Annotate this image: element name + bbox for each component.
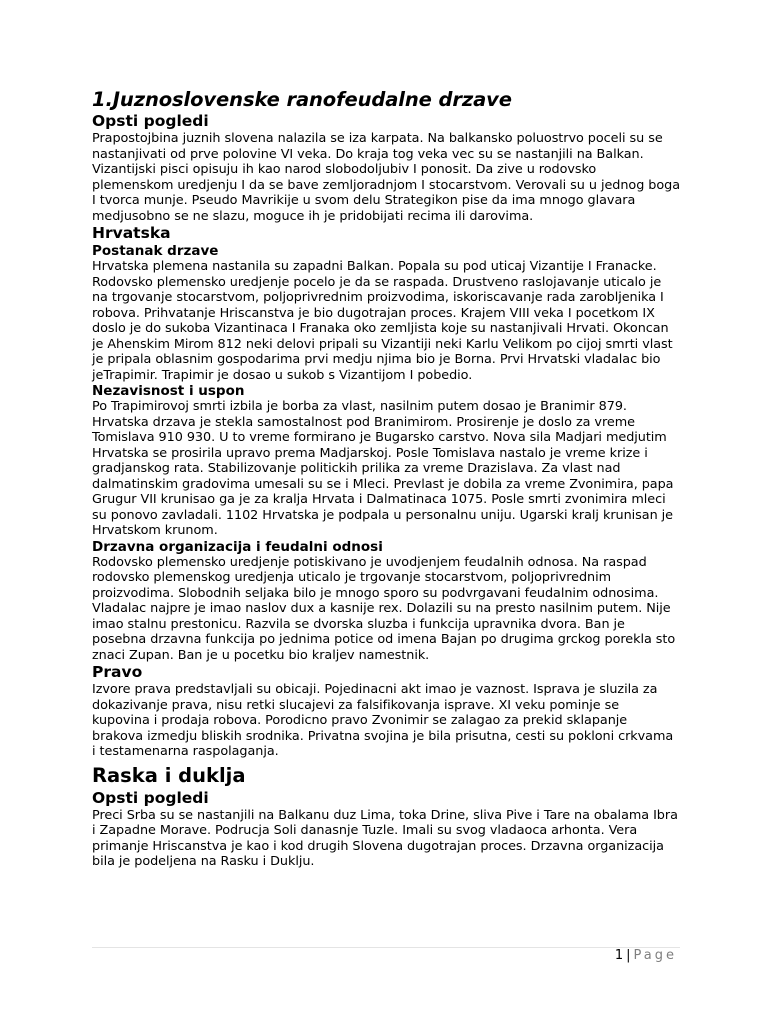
- document-body: [92, 88, 680, 870]
- page-separator: |: [626, 948, 631, 963]
- subheading-nezavisnost-i-uspon: Nezavisnost i uspon: [92, 383, 245, 399]
- subheading-postanak-drzave: Postanak drzave: [92, 243, 219, 259]
- section-heading-opsti-pogledi: Opsti pogledi: [92, 112, 209, 130]
- paragraph-pravo: Izvore prava predstavljali su obicaji. Pojedinacni akt imao je vaznost. Isprava je sluzila za dokazivanje prava, nisu retki slucajevi za falsifikovanja isprave. XI veku pominje se kupovina i prodaja robova. Porodicno pravo Zvonimir se zalagao za prekid sklapanje brakova izmedju bliskih srodnika. Privatna svojina je bila prisutna, cesti su pokloni crkvama i testamenarna raspolaganja.: [92, 682, 674, 759]
- page-label: Page: [633, 948, 677, 963]
- paragraph-postanak-drzave: Hrvatska plemena nastanila su zapadni Balkan. Popala su pod uticaj Vizantije I Franacke. Rodovsko plemensko uredjenje pocelo je da se raspada. Drustveno raslojavanje uticalo je na trgovanje stocarstvom, poljoprivrednim proizvodima, iskoriscavanje rada zarobljenika I robova. Prihvatanje Hriscanstva je bio dugotrajan proces. Krajem VIII veka I pocetkom IX doslo je do sukoba Vizantinaca I Franaka oko zemljista koje su nastanjivali Hrvati. Okoncan je Ahenskim Mirom 812 neki delovi pripali su Vizantiji neki Karlu Velikom po cijoj smrti vlast je pripala oblasnim gospodarima prvi medju njima bio je Borna. Prvi Hrvatski vladalac bio jeTrapimir. Trapimir je dosao u sukob s Vizantijom I pobedio.: [92, 259, 673, 383]
- paragraph-opsti-pogledi: Prapostojbina juznih slovena nalazila se iza karpata. Na balkansko poluostrvo poceli su se nastanjivati od prve polovine VI veka. Do kraja tog veka vec su se nastanjili na Balkan. Vizantijski pisci opisuju ih kao narod slobodoljubiv I ponosit. Da zive u rodovsko plemenskom uredjenju I da se bave zemljoradnjom I stocarstvom. Verovali su u jednog boga I tvorca munje. Pseudo Mavrikije u svom delu Strategikon pise da ima mnogo glavara medjusobno se ne slazu, moguce ih je pridobijati recima ili darovima.: [92, 131, 681, 224]
- paragraph-nezavisnost-i-uspon: Po Trapimirovoj smrti izbila je borba za vlast, nasilnim putem dosao je Branimir 879. Hrvatska drzava je stekla samostalnost pod Branimirom. Prosirenje je doslo za vreme Tomislava 910 930. U to vreme formirano je Bugarsko carstvo. Nova sila Madjari medjutim Hrvatska se prosirila upravo prema Madjarskoj. Posle Tomislava nastalo je vreme krize i gradjanskog rata. Stabilizovanje politickih prilika za vreme Drazislava. Za vlast nad dalmatinskim gradovima umesali su se i Mleci. Prevlast je dobila za vreme Zvonimira, papa Grugur VII krunisao ga je za kralja Hrvata i Dalmatinaca 1075. Posle smrti zvonimira mleci su ponovo zavladali. 1102 Hrvatska je podpala u personalnu uniju. Ugarski kralj krunisan je Hrvatskom krunom.: [92, 399, 674, 538]
- document-title: 1.Juznoslovenske ranofeudalne drzave: [92, 88, 512, 111]
- section-heading-pravo: Pravo: [92, 663, 143, 681]
- section-heading-raska-i-duklja: Raska i duklja: [92, 763, 246, 787]
- footer-divider: [92, 947, 680, 948]
- page-footer: [615, 948, 677, 964]
- page-number: 1: [614, 948, 624, 963]
- paragraph-raska-opsti-pogledi: Preci Srba su se nastanjili na Balkanu duz Lima, toka Drine, sliva Pive i Tare na obalama Ibra i Zapadne Morave. Podrucja Soli danasnje Tuzle. Imali su svog vladaoca arhonta. Vera primanje Hriscanstva je kao i kod drugih Slovena dugotrajan proces. Drzavna organizacija bila je podeljena na Rasku i Duklju.: [92, 807, 678, 869]
- section-heading-opsti-pogledi-2: Opsti pogledi: [92, 788, 209, 807]
- subheading-drzavna-organizacija: Drzavna organizacija i feudalni odnosi: [92, 538, 383, 555]
- section-heading-hrvatska: Hrvatska: [92, 224, 171, 242]
- paragraph-drzavna-organizacija: Rodovsko plemensko uredjenje potiskivano je uvodjenjem feudalnih odnosa. Na raspad rodovsko plemenskog uredjenja uticalo je trgovanje stocarstvom, poljoprivrednim proizvodima. Slobodnih seljaka bilo je mnogo sporo su podvrgavani feudalnim odnosima. Vladalac najpre je imao naslov dux a kasnije rex. Dolazili su na presto nasilnim putem. Nije imao stalnu prestonicu. Razvila se dvorska sluzba i funkcija upravnika dvora. Ban je posebna drzavna funkcija po jednima potice od imena Bajan po drugima grckog porekla sto znaci Zupan. Ban je u pocetku bio kraljev namestnik.: [92, 554, 676, 663]
